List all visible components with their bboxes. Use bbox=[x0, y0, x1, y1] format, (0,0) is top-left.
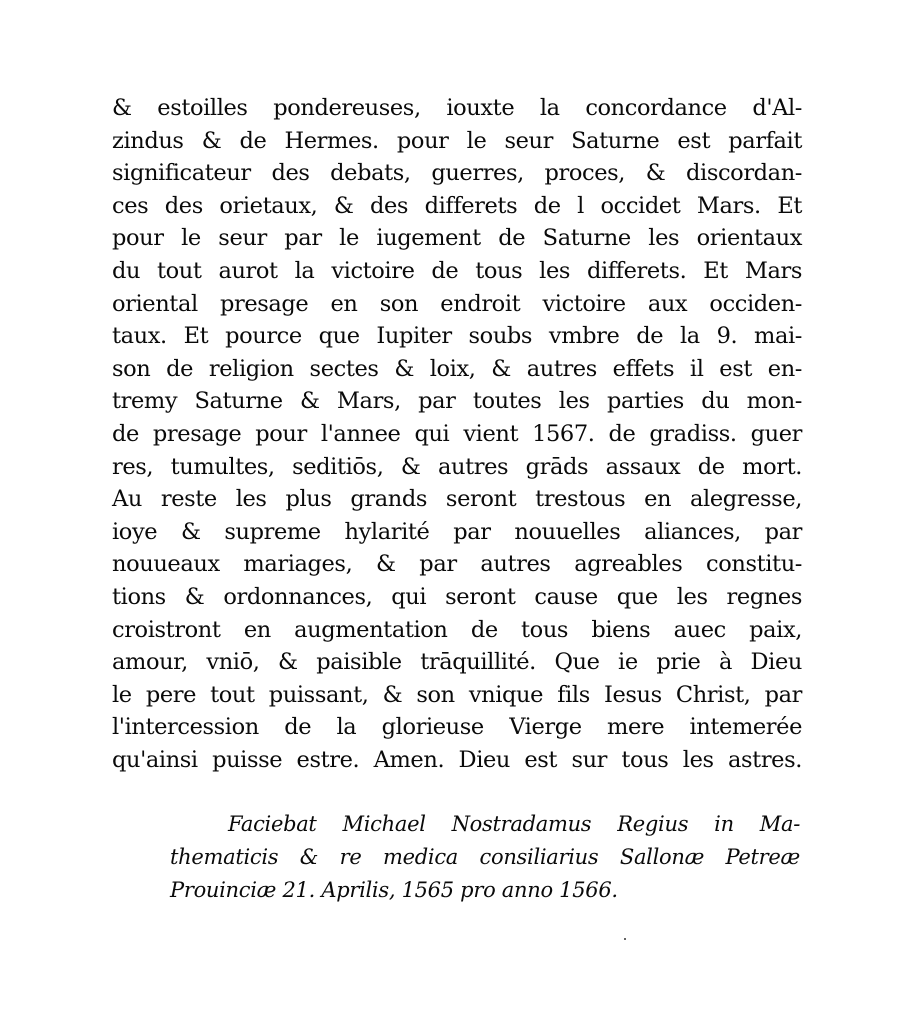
text-line: ces des orietaux, & des differets de l occidet Mars. Et bbox=[112, 192, 802, 219]
text-line: croistront en augmentation de tous biens auec paix, bbox=[112, 616, 802, 643]
colophon-line: Faciebat Michael Nostradamus Regius in Ma- bbox=[228, 812, 800, 836]
text-line: oriental presage en son endroit victoire aux occiden- bbox=[112, 290, 802, 317]
text-line: du tout aurot la victoire de tous les differets. Et Mars bbox=[112, 257, 802, 284]
colophon bbox=[170, 808, 800, 907]
text-line: nouueaux mariages, & par autres agreables constitu- bbox=[112, 551, 802, 578]
text-line: tremy Saturne & Mars, par toutes les parties du mon- bbox=[112, 388, 802, 415]
colophon-line: Prouinciæ 21. Aprilis, 1565 pro anno 1566. bbox=[170, 878, 618, 902]
text-line: qu'ainsi puisse estre. Amen. Dieu est sur tous les astres. bbox=[112, 746, 802, 773]
colophon-line: thematicis & re medica consiliarius Sallonæ Petreæ bbox=[170, 845, 800, 869]
text-line: res, tumultes, seditiōs, & autres grāds assaux de mort. bbox=[112, 453, 802, 480]
text-line: Au reste les plus grands seront trestous en alegresse, bbox=[112, 486, 802, 513]
text-line: de presage pour l'annee qui vient 1567. de gradiss. guer bbox=[112, 420, 802, 447]
text-line: le pere tout puissant, & son vnique fils Iesus Christ, par bbox=[112, 681, 802, 708]
text-line: amour, vniō, & paisible trāquillité. Que ie prie à Dieu bbox=[112, 649, 802, 676]
ink-speck bbox=[624, 938, 626, 940]
text-line: & estoilles pondereuses, iouxte la concordance d'Al- bbox=[112, 95, 802, 121]
text-line: tions & ordonnances, qui seront cause que les regnes bbox=[112, 583, 802, 610]
text-line: son de religion sectes & loix, & autres effets il est en- bbox=[112, 355, 802, 382]
text-line: pour le seur par le iugement de Saturne les orientaux bbox=[112, 225, 802, 252]
text-line: significateur des debats, guerres, proces, & discordan- bbox=[112, 160, 802, 187]
text-line: l'intercession de la glorieuse Vierge mere intemerée bbox=[112, 714, 802, 741]
text-line: taux. Et pource que Iupiter soubs vmbre de la 9. mai- bbox=[112, 323, 802, 350]
body-text bbox=[112, 92, 802, 776]
text-line: zindus & de Hermes. pour le seur Saturne est parfait bbox=[112, 127, 802, 154]
text-line: ioye & supreme hylarité par nouuelles aliances, par bbox=[112, 518, 802, 545]
